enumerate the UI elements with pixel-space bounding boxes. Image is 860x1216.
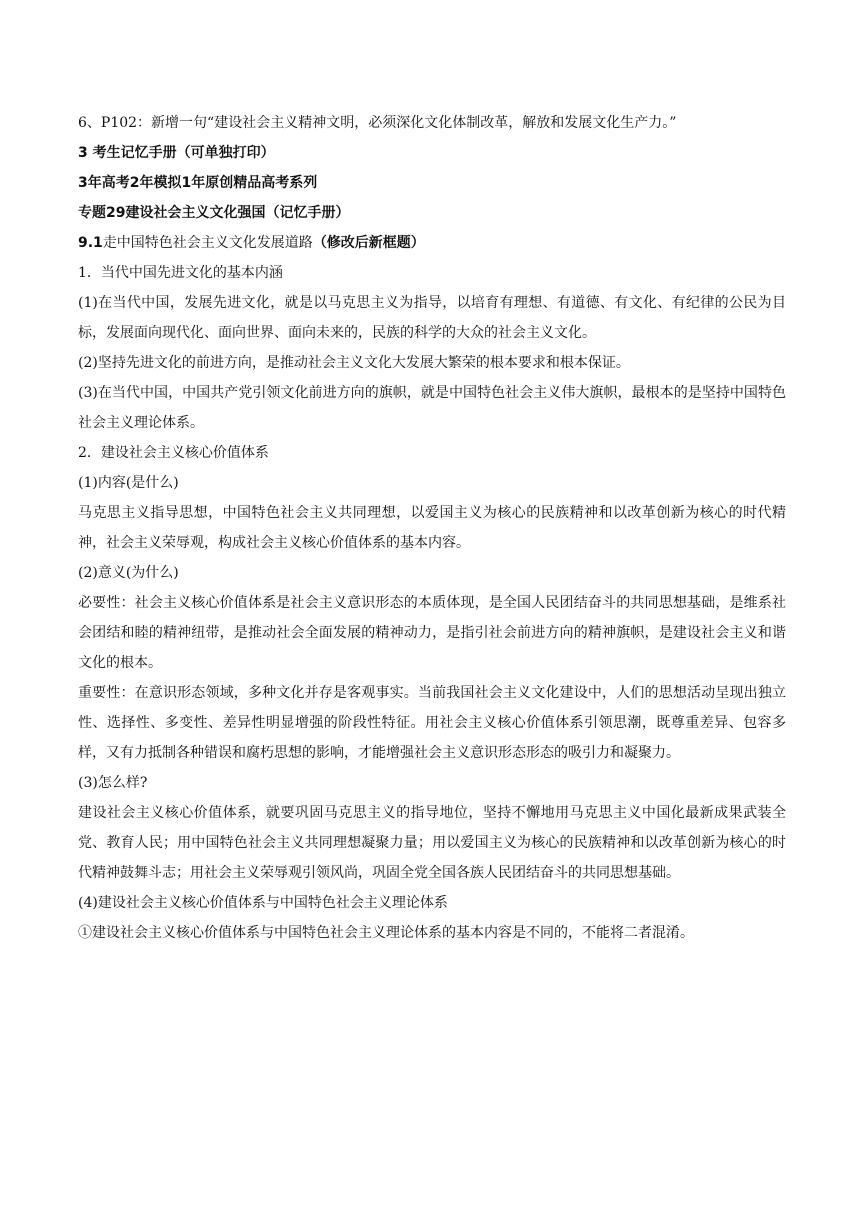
section-title-text: 走中国特色社会主义文化发展道路: [102, 235, 313, 251]
item2-importance-text: 重要性：在意识形态领域，多种文化并存是客观事实。当前我国社会主义文化建设中，人们的思想活动呈现出独立性、选择性、多变性、差异性明显增强的阶段性特征。用社会主义核心价值体系引领思潮，既尊重差异、包容多样，又有力抵制各种错误和腐朽思想的影响，才能增强社会主义意识形态形态的吸引力和凝聚力。: [78, 685, 786, 761]
item2-how-text: 建设社会主义核心价值体系，就要巩固马克思主义的指导地位，坚持不懈地用马克思主义中国化最新成果武装全党、教育人民；用中国特色社会主义共同理想凝聚力量；用以爱国主义为核心的民族精神和以改革创新为核心的时代精神鼓舞斗志；用社会主义荣辱观引领风尚，巩固全党全国各族人民团结奋斗的共同思想基础。: [78, 805, 786, 881]
item2-necessity-text: 必要性：社会主义核心价值体系是社会主义意识形态的本质体现，是全国人民团结奋斗的共同思想基础，是维系社会团结和睦的精神纽带，是推动社会全面发展的精神动力，是指引社会前进方向的精神旗帜，是建设社会主义和谐文化的根本。: [78, 595, 786, 671]
item1-paragraph-2: (2)坚持先进文化的前进方向，是推动社会主义文化大发展大繁荣的根本要求和根本保证。: [78, 355, 630, 371]
section-title-note: （修改后新框题）: [312, 235, 425, 251]
item1-paragraph-3: (3)在当代中国，中国共产党引领文化前进方向的旗帜，就是中国特色社会主义伟大旗帜，最根本的是坚持中国特色社会主义理论体系。: [78, 385, 786, 431]
item1-paragraph-1: (1)在当代中国，发展先进文化，就是以马克思主义为指导，以培育有理想、有道德、有文化、有纪律的公民为目标，发展面向现代化、面向世界、面向未来的，民族的科学的大众的社会主义文化。: [78, 295, 786, 341]
item2-comparison-text: ①建设社会主义核心价值体系与中国特色社会主义理论体系的基本内容是不同的，不能将二者混淆。: [78, 925, 694, 941]
series-heading: 3年高考2年模拟1年原创精品高考系列: [78, 175, 318, 191]
item2-title: 2．建设社会主义核心价值体系: [78, 445, 269, 461]
document-page: [78, 108, 786, 948]
item1-title: 1．当代中国先进文化的基本内涵: [78, 265, 283, 281]
item2-subheading-3: (3)怎么样?: [78, 775, 148, 791]
topic-heading: 专题29建设社会主义文化强国（记忆手册）: [78, 205, 350, 221]
revision-note: 6、P102：新增一句“建设社会主义精神文明，必须深化文化体制改革，解放和发展文化生产力。”: [78, 115, 677, 131]
manual-heading: 3 考生记忆手册（可单独打印）: [78, 145, 275, 161]
item2-subheading-2: (2)意义(为什么): [78, 565, 179, 581]
section-title: [78, 228, 786, 258]
section-number: 9.1: [78, 235, 103, 251]
item2-subheading-4: (4)建设社会主义核心价值体系与中国特色社会主义理论体系: [78, 895, 448, 911]
item2-subheading-1: (1)内容(是什么): [78, 475, 179, 491]
item2-content-text: 马克思主义指导思想，中国特色社会主义共同理想，以爱国主义为核心的民族精神和以改革创新为核心的时代精神，社会主义荣辱观，构成社会主义核心价值体系的基本内容。: [78, 505, 786, 551]
